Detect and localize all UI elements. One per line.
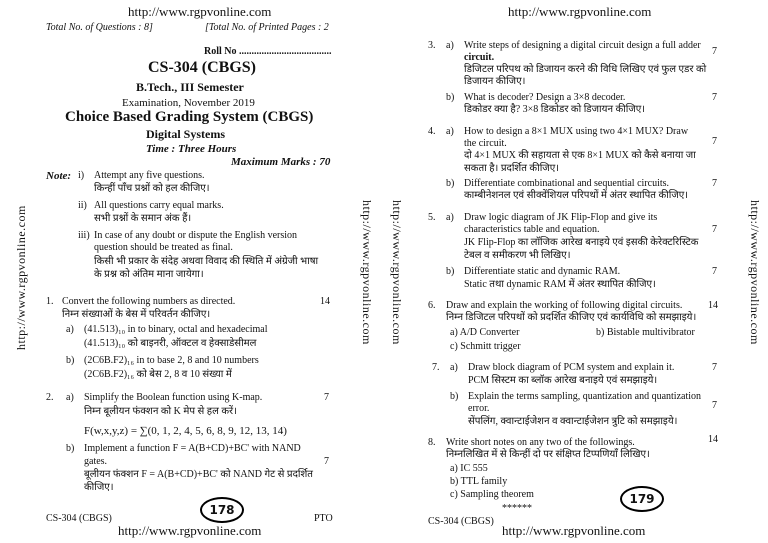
side-watermark-url: http://www.rgpvonline.com: [390, 200, 404, 345]
question-number: 1.: [46, 296, 54, 307]
subpart-marks: 7: [324, 456, 329, 467]
side-watermark-url: http://www.rgpvonline.com: [360, 200, 374, 345]
side-watermark-url: http://www.rgpvonline.com: [14, 205, 28, 350]
footer-code: CS-304 (CBGS): [428, 516, 494, 527]
subpart-text-hindi: PCM सिस्टम का ब्लॉक आरेख बनाइये एवं समझाइये।: [468, 375, 658, 386]
question-number: 4.: [428, 126, 436, 137]
subpart-text-hindi: (2C6B.F2)₁₆ को बेस 2, 8 व 10 संख्या में: [84, 369, 232, 380]
footer-url: http://www.rgpvonline.com: [502, 523, 646, 538]
subpart-text: Differentiate combinational and sequential circuits.: [464, 178, 670, 189]
header-url: http://www.rgpvonline.com: [508, 4, 652, 19]
roll-no: Roll No .....................................: [204, 46, 332, 57]
page-number-stamp: 178: [200, 497, 244, 523]
question-number: 3.: [428, 40, 436, 51]
subpart-text-hindi: सकता है। प्रदर्शित कीजिए।: [464, 163, 560, 174]
subpart-label: a): [446, 40, 454, 51]
boolean-function: F(w,x,y,z) = ∑(0, 1, 2, 4, 5, 6, 8, 9, 12, 13, 14): [84, 425, 287, 437]
subpart-text: Differentiate static and dynamic RAM.: [464, 266, 621, 277]
subpart-text: gates.: [84, 456, 108, 467]
subpart-text: Implement a function F = A(B+CD)+BC' with NAND: [84, 443, 301, 454]
page-number-stamp: 179: [620, 486, 664, 512]
subpart-text: Simplify the Boolean function using K-map.: [84, 392, 263, 403]
footer-code: CS-304 (CBGS): [46, 513, 112, 524]
subpart-text: the circuit.: [464, 138, 507, 149]
option-item: a) A/D Converter: [450, 327, 520, 338]
subpart-text-hindi: डिजायन कीजिए।: [464, 76, 526, 87]
right-page: [384, 0, 768, 543]
subpart-label: a): [66, 392, 74, 403]
subpart-text-hindi: दो 4×1 MUX की सहायता से एक 8×1 MUX को कैसे बनाया जा: [464, 150, 696, 161]
scheme: Choice Based Grading System (CBGS): [65, 109, 314, 125]
subpart-marks: 7: [712, 400, 717, 411]
note-label: Note:: [46, 170, 72, 182]
subpart-text-hindi: बूलीयन फंक्शन F = A(B+CD)+BC' को NAND गेट से प्रदर्शित: [84, 469, 314, 480]
question-text-hindi: निम्न संख्याओं के बेस में परिवर्तन कीजिए।: [62, 309, 211, 320]
question-number: 6.: [428, 300, 436, 311]
note-text-hindi: सभी प्रश्नों के समान अंक हैं।: [94, 213, 192, 224]
note-num: i): [78, 170, 85, 181]
subpart-text-hindi: काम्बीनेशनल एवं सीक्वेंशियल परिपथों में अंतर स्थापित कीजिए।: [464, 190, 689, 201]
subpart-label: b): [446, 92, 455, 103]
question-number: 2.: [46, 392, 54, 403]
note-text: In case of any doubt or dispute the English version: [94, 230, 298, 241]
note-text-hindi: के प्रश्न को अंतिम माना जायेगा।: [94, 269, 204, 280]
subpart-marks: 7: [712, 92, 717, 103]
paper-code: CS-304 (CBGS): [148, 59, 257, 76]
subpart-label: b): [450, 391, 459, 402]
question-number: 7.: [432, 362, 440, 373]
question-text: Draw and explain the working of following digital circuits.: [446, 300, 683, 311]
header-url: http://www.rgpvonline.com: [128, 4, 272, 19]
note-text: All questions carry equal marks.: [94, 200, 224, 211]
subpart-text-hindi: टेबल व समीकरण भी लिखिए।: [464, 250, 571, 261]
subpart-text: Explain the terms sampling, quantization and quantization: [468, 391, 701, 402]
subpart-text: Draw logic diagram of JK Flip-Flop and give its: [464, 212, 658, 223]
subpart-text: How to design a 8×1 MUX using two 4×1 MUX? Draw: [464, 126, 689, 137]
note-text-hindi: किसी भी प्रकार के संदेह अथवा विवाद की स्थिति में अंग्रेजी भाषा: [94, 256, 319, 267]
question-text: Convert the following numbers as directed.: [62, 296, 236, 307]
end-stars: ******: [502, 503, 532, 514]
option-item: c) Sampling theorem: [450, 489, 534, 500]
max-marks: Maximum Marks : 70: [231, 156, 331, 168]
subpart-label: b): [446, 178, 455, 189]
subpart-label: b): [66, 443, 75, 454]
question-number: 8.: [428, 437, 436, 448]
subpart-text-hindi: निम्न बूलीयन फंक्शन को K मेप से हल करें।: [84, 406, 237, 417]
subpart-text-hindi: Static तथा dynamic RAM में अंतर स्थापित कीजिए।: [464, 279, 656, 290]
subpart-text-hindi: सेंपलिंग, क्वान्टाईजेशन व क्वान्टाईजेशन त्रुटि को समझाइये।: [468, 416, 678, 427]
question-marks: 14: [708, 300, 718, 311]
subpart-text: (2C6B.F2)₁₆ in to base 2, 8 and 10 numbers: [84, 355, 259, 366]
subpart-marks: 7: [712, 178, 717, 189]
course: B.Tech., III Semester: [136, 80, 244, 94]
time: Time : Three Hours: [146, 143, 237, 155]
note-text: Attempt any five questions.: [94, 170, 205, 181]
subpart-label: b): [66, 355, 75, 366]
note-text: question should be treated as final.: [94, 242, 233, 253]
footer-url: http://www.rgpvonline.com: [118, 523, 262, 538]
option-item: c) Schmitt trigger: [450, 341, 521, 352]
subpart-text: Draw block diagram of PCM system and explain it.: [468, 362, 675, 373]
total-pages: [Total No. of Printed Pages : 2: [205, 22, 329, 33]
question-number: 5.: [428, 212, 436, 223]
subpart-label: a): [450, 362, 458, 373]
subpart-label: a): [446, 126, 454, 137]
question-text-hindi: निम्नलिखित में से किन्हीं दो पर संक्षिप्त टिप्पणियाँ लिखिए।: [446, 449, 650, 460]
note-num: ii): [78, 200, 87, 211]
subpart-marks: 7: [712, 224, 717, 235]
question-text: Write short notes on any two of the followings.: [446, 437, 635, 448]
subject: Digital Systems: [146, 127, 225, 141]
subpart-text-hindi: डिजिटल परिपथ को डिजायन करने की विधि लिखिए एवं फुल एडर को: [464, 64, 707, 75]
option-item: a) IC 555: [450, 463, 488, 474]
subpart-text-hindi: डिकोडर क्या है? 3×8 डिकोडर को डिजायन कीजिए।: [464, 104, 646, 115]
subpart-label: b): [446, 266, 455, 277]
subpart-label: a): [66, 324, 74, 335]
subpart-text: circuit.: [464, 52, 495, 63]
subpart-text: error.: [468, 403, 490, 414]
subpart-text-hindi: कीजिए।: [84, 482, 114, 493]
subpart-marks: 7: [712, 266, 717, 277]
subpart-marks: 7: [712, 46, 717, 57]
note-num: iii): [78, 230, 90, 241]
option-item: b) Bistable multivibrator: [596, 327, 695, 338]
question-marks: 14: [320, 296, 330, 307]
subpart-label: a): [446, 212, 454, 223]
subpart-text: What is decoder? Design a 3×8 decoder.: [464, 92, 626, 103]
subpart-text-hindi: JK Flip-Flop का लॉजिक आरेख बनाइये एवं इसकी केरेक्टरिस्टिक: [464, 237, 699, 248]
subpart-marks: 7: [712, 362, 717, 373]
question-text-hindi: निम्न डिजिटल परिपथों को प्रदर्शित कीजिए एवं कार्यविधि को समझाइये।: [446, 312, 697, 323]
subpart-marks: 7: [712, 136, 717, 147]
footer-pto: PTO: [314, 513, 333, 524]
subpart-text: (41.513)₁₀ in to binary, octal and hexadecimal: [84, 324, 268, 335]
question-marks: 14: [708, 434, 718, 445]
subpart-text-hindi: (41.513)₁₀ को बाइनरी, ऑक्टल व हेक्साडेसीमल: [84, 338, 257, 349]
exam: Examination, November 2019: [122, 97, 255, 109]
note-text-hindi: किन्हीं पाँच प्रश्नों को हल कीजिए।: [94, 183, 210, 194]
option-item: b) TTL family: [450, 476, 508, 487]
side-watermark-url: http://www.rgpvonline.com: [748, 200, 762, 345]
total-questions: Total No. of Questions : 8]: [46, 22, 153, 33]
subpart-marks: 7: [324, 392, 329, 403]
subpart-text: characteristics table and equation.: [464, 224, 600, 235]
subpart-text: Write steps of designing a digital circuit design a full adder: [464, 40, 701, 51]
